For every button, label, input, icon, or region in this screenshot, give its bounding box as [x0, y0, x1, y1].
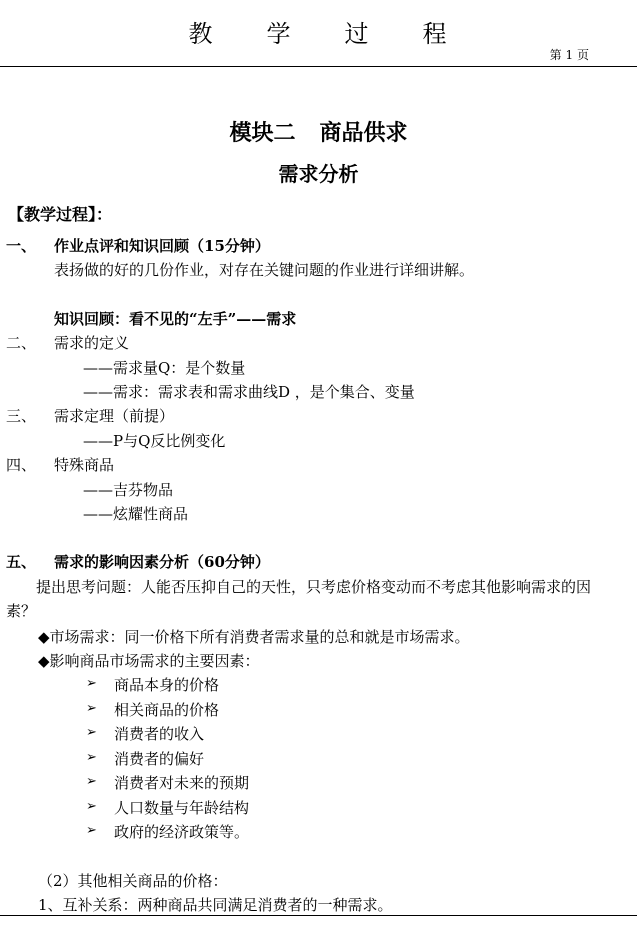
question-line: 提出思考问题：人能否压抑自己的天性，只考虑价格变动而不考虑其他影响需求的因 — [36, 578, 592, 596]
section-number: 二、 — [6, 334, 37, 352]
section-number: 五、 — [6, 553, 37, 571]
section-title: 需求定理（前提） — [54, 407, 175, 425]
factor-item: 人口数量与年龄结构 — [114, 799, 250, 817]
factors-title: ◆影响商品市场需求的主要因素： — [38, 652, 260, 670]
footer-divider — [0, 915, 637, 916]
factor-item: 消费者的收入 — [114, 725, 205, 743]
section-title: 作业点评和知识回顾（15分钟） — [54, 237, 270, 255]
arrow-bullet-icon: ➢ — [86, 750, 97, 765]
arrow-bullet-icon: ➢ — [86, 701, 97, 716]
page-label-suffix: 页 — [576, 48, 589, 62]
factor-item: 商品本身的价格 — [114, 676, 220, 694]
header-title-char: 程 — [422, 20, 449, 48]
arrow-bullet-icon: ➢ — [86, 725, 97, 740]
review-title: 知识回顾：看不见的“左手”——需求 — [54, 310, 297, 328]
complement-text: 1、互补关系：两种商品共同满足消费者的一种需求。 — [38, 896, 393, 914]
arrow-bullet-icon: ➢ — [86, 799, 97, 814]
page-number-value: 1 — [565, 48, 574, 62]
factor-item: 政府的经济政策等。 — [114, 823, 250, 841]
header-title-char: 学 — [266, 20, 293, 48]
section-subitem: ——炫耀性商品 — [83, 505, 189, 523]
section-subitem: ——需求量Q：是个数量 — [83, 359, 246, 377]
module-title — [0, 116, 637, 147]
header-title-char: 过 — [344, 20, 371, 48]
page-label-prefix: 第 — [549, 48, 562, 62]
arrow-bullet-icon: ➢ — [86, 823, 97, 838]
header-title — [0, 14, 637, 49]
question-line: 素？ — [6, 602, 37, 620]
arrow-bullet-icon: ➢ — [86, 774, 97, 789]
market-demand-text: ◆市场需求：同一价格下所有消费者需求量的总和就是市场需求。 — [38, 628, 470, 646]
teaching-process-label: 【教学过程】： — [8, 205, 113, 224]
factor-item: 相关商品的价格 — [114, 701, 220, 719]
section-subitem: ——需求：需求表和需求曲线D ，是个集合、变量 — [83, 383, 415, 401]
arrow-bullet-icon: ➢ — [86, 676, 97, 691]
header-divider — [0, 66, 637, 67]
section-title: 需求的影响因素分析（60分钟） — [54, 553, 270, 571]
section-title: 特殊商品 — [54, 456, 115, 474]
section-number: 一、 — [6, 237, 37, 255]
factor-item: 消费者的偏好 — [114, 750, 205, 768]
section-number: 三、 — [6, 407, 37, 425]
section-text: 表扬做的好的几份作业，对存在关键问题的作业进行详细讲解。 — [54, 261, 475, 279]
section-number: 四、 — [6, 456, 37, 474]
page-number — [550, 46, 589, 63]
module-subtitle: 需求分析 — [278, 162, 359, 186]
header-title-char: 教 — [188, 20, 215, 48]
other-goods-heading: （2）其他相关商品的价格： — [38, 872, 228, 890]
section-subitem: ——吉芬物品 — [83, 481, 174, 499]
section-subitem: ——P与Q反比例变化 — [83, 432, 226, 450]
module-title-left: 模块二 — [229, 120, 296, 146]
section-title: 需求的定义 — [54, 334, 130, 352]
module-title-right: 商品供求 — [319, 120, 408, 146]
factor-item: 消费者对未来的预期 — [114, 774, 250, 792]
